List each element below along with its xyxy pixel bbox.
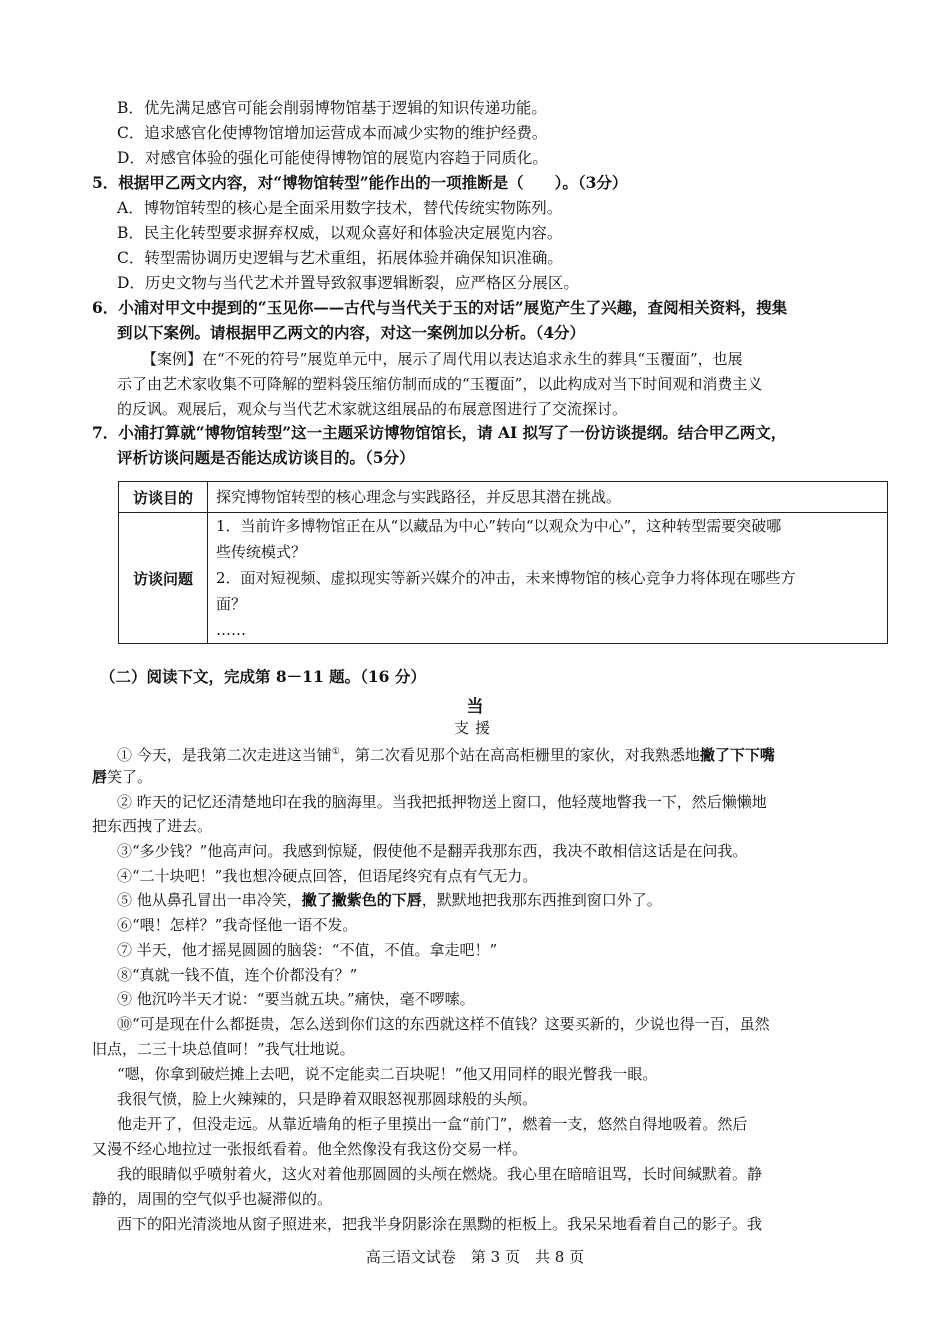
q5-option-c: C．转型需协调历史逻辑与艺术重组，拓展体验并确保知识准确。: [117, 249, 563, 267]
q5-option-a: A．博物馆转型的核心是全面采用数字技术，替代传统实物陈列。: [117, 199, 563, 217]
footnote-marker: ①: [331, 747, 340, 757]
page-footer: 高三语文试卷 第 3 页 共 8 页: [365, 1248, 585, 1266]
q5-option-d: D．历史文物与当代艺术并置导致叙事逻辑断裂，应严格区分展区。: [117, 274, 579, 292]
paragraph-14-line1: 我的眼睛似乎喷射着火，这火对着他那圆圆的头颅在燃烧。我心里在暗暗诅骂，长时间缄默着。静: [117, 1165, 763, 1183]
q4-option-b: B．优先满足感官可能会削弱博物馆基于逻辑的知识传递功能。: [117, 99, 547, 117]
paragraph-7: ⑦ 半天，他才摇晃圆圆的脑袋：“不值，不值。拿走吧！”: [117, 941, 498, 959]
paragraph-6: ⑥“喂！怎样？”我奇怪他一语不发。: [117, 916, 358, 934]
question-2-line2: 面？: [216, 595, 247, 613]
interview-outline-table: [118, 481, 888, 644]
paragraph-10-line2: 旧点，二三十块总值呵！”我气壮地说。: [92, 1040, 355, 1058]
passage-author: 支援: [453, 719, 496, 737]
section-heading: （二）阅读下文，完成第 8－11 题。（16 分）: [100, 667, 426, 686]
question-1-line1: 1．当前许多博物馆正在从“以藏品为中心”转向“以观众为中心”，这种转型需要突破哪: [216, 517, 782, 535]
q7-stem-line2: 评析访谈问题是否能达成访谈目的。（5分）: [117, 448, 415, 467]
q4-option-d: D．对感官体验的强化可能使得博物馆的展览内容趋于同质化。: [117, 149, 548, 167]
paragraph-8: ⑧“真就一钱不值，连个价都没有？”: [117, 966, 358, 984]
q5-stem: 5．根据甲乙两文内容，对“博物馆转型”能作出的一项推断是（ ）。（3分）: [92, 173, 628, 192]
paragraph-12: 我很气愤，脸上火辣辣的，只是睁着双眼怒视那圆球般的头颅。: [117, 1090, 538, 1108]
table-row: [119, 513, 888, 644]
purpose-label: 访谈目的: [119, 482, 208, 513]
q4-option-c: C．追求感官化使博物馆增加运营成本而减少实物的维护经费。: [117, 124, 548, 142]
paragraph-9: ⑨ 他沉吟半天才说：“要当就五块。”痛快，毫不啰嗦。: [117, 990, 475, 1008]
emphasis-text: 撇了下下嘴: [699, 746, 775, 764]
purpose-value: 探究博物馆转型的核心理念与实践路径，并反思其潜在挑战。: [208, 482, 888, 513]
paragraph-4: ④“二十块吧！”我也想冷硬点回答，但语尾终究有点有气无力。: [117, 867, 538, 885]
questions-value: [208, 513, 888, 644]
questions-ellipsis: ……: [216, 621, 246, 639]
paragraph-2-line2: 把东西拽了进去。: [92, 817, 213, 835]
q5-option-b: B．民主化转型要求摒弃权威，以观众喜好和体验决定展览内容。: [117, 224, 563, 242]
q7-stem-line1: 7．小浦打算就“博物馆转型”这一主题采访博物馆馆长，请 AI 拟写了一份访谈提纲。结合甲乙两文，: [92, 423, 787, 442]
paragraph-2-line1: ② 昨天的记忆还清楚地印在我的脑海里。当我把抵押物送上窗口，他轻蔑地瞥我一下，然后懒懒地: [117, 793, 767, 811]
table-row: [119, 482, 888, 513]
paragraph-13-line1: 他走开了，但没走远。从靠近墙角的柜子里摸出一盒“前门”，燃着一支，悠然自得地吸着。然后: [117, 1115, 748, 1133]
paragraph-5: ⑤ 他从鼻孔冒出一串冷笑，撇了撇紫色的下唇，默默地把我那东西推到窗口外了。: [117, 891, 662, 909]
question-1-line2: 些传统模式？: [216, 543, 307, 561]
q6-case-line3: 的反讽。观展后，观众与当代艺术家就这组展品的布展意图进行了交流探讨。: [117, 400, 628, 418]
passage-title: 当: [466, 697, 484, 717]
q6-stem-line1: 6．小浦对甲文中提到的“玉见你——古代与当代关于玉的对话”展览产生了兴趣，查阅相关资料，搜集: [92, 298, 788, 317]
paragraph-15-line1: 西下的阳光清淡地从窗子照进来，把我半身阴影涂在黑黝的柜板上。我呆呆地看着自己的影子。我: [117, 1215, 763, 1233]
paragraph-13-line2: 又漫不经心地拉过一张报纸看着。他全然像没有我这份交易一样。: [92, 1140, 528, 1158]
emphasis-text: 唇: [92, 768, 108, 786]
paragraph-11: “嗯，你拿到破烂摊上去吧，说不定能卖二百块呢！”他又用同样的眼光瞥我一眼。: [117, 1065, 658, 1083]
paragraph-14-line2: 静的，周围的空气似乎也凝滞似的。: [92, 1190, 333, 1208]
q6-case-line1: 【案例】在“不死的符号”展览单元中，展示了周代用以表达追求永生的葬具“玉覆面”，也展: [142, 350, 743, 368]
paragraph-1-line2: 唇笑了。: [92, 768, 153, 786]
paragraph-1-line1: ① 今天，是我第二次走进这当铺①，第二次看见那个站在高高柜栅里的家伙，对我熟悉地撇了下下嘴: [117, 746, 775, 764]
paragraph-3: ③“多少钱？”他高声问。我感到惊疑，假使他不是翻弄我那东西，我决不敢相信这话是在问我。: [117, 842, 748, 860]
question-2-line1: 2．面对短视频、虚拟现实等新兴媒介的冲击，未来博物馆的核心竞争力将体现在哪些方: [216, 569, 796, 587]
emphasis-text: 撇了撇紫色的下唇: [301, 891, 422, 909]
q6-case-line2: 示了由艺术家收集不可降解的塑料袋压缩仿制而成的“玉覆面”，以此构成对当下时间观和消费主义: [117, 375, 763, 393]
paragraph-10-line1: ⑩“可是现在什么都挺贵，怎么送到你们这的东西就这样不值钱？这要买新的，少说也得一百，虽然: [117, 1015, 770, 1033]
questions-label: 访谈问题: [119, 513, 208, 644]
q6-stem-line2: 到以下案例。请根据甲乙两文的内容，对这一案例加以分析。（4分）: [117, 323, 586, 342]
